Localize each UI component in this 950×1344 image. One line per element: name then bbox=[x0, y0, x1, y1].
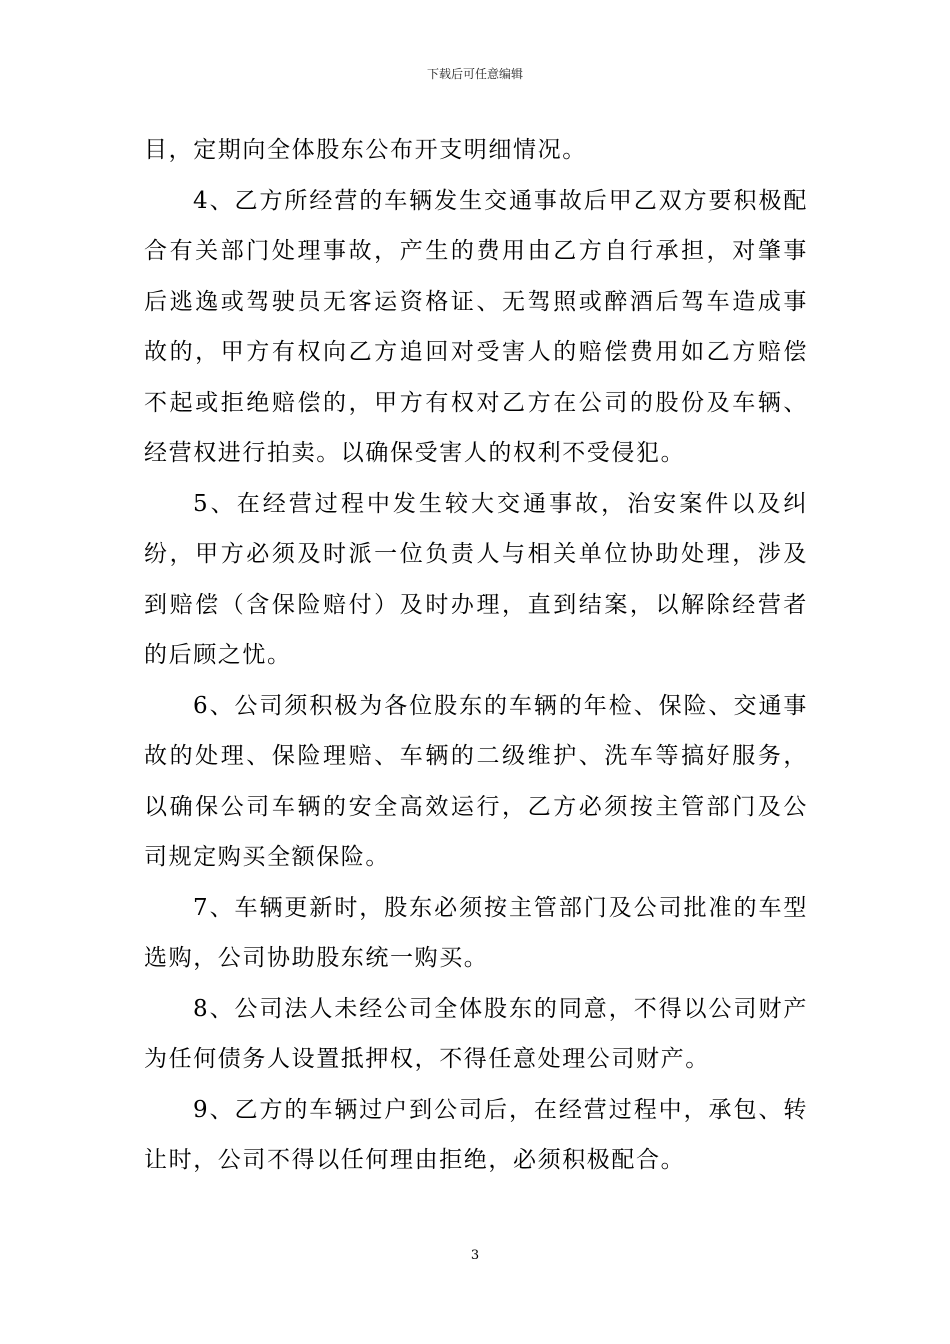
page-header-note: 下载后可任意编辑 bbox=[426, 67, 523, 81]
paragraph-clause-4: 4、乙方所经营的车辆发生交通事故后甲乙双方要积极配合有关部门处理事故，产生的费用由乙方自行承担，对肇事后逃逸或驾驶员无客运资格证、无驾照或醉酒后驾车造成事故的，甲方有权向乙方追回对受害人的赔偿费用如乙方赔偿不起或拒绝赔偿的，甲方有权对乙方在公司的股份及车辆、经营权进行拍卖。以确保受害人的权利不受侵犯。 bbox=[144, 187, 808, 466]
document-body bbox=[144, 125, 808, 1186]
paragraph-clause-8: 8、公司法人未经公司全体股东的同意，不得以公司财产为任何债务人设置抵押权，不得任意处理公司财产。 bbox=[144, 995, 808, 1072]
page-number: 3 bbox=[470, 1248, 480, 1263]
paragraph-continuation: 目，定期向全体股东公布开支明细情况。 bbox=[144, 137, 587, 163]
paragraph-clause-7: 7、车辆更新时，股东必须按主管部门及公司批准的车型选购，公司协助股东统一购买。 bbox=[144, 894, 808, 971]
paragraph-clause-5: 5、在经营过程中发生较大交通事故，治安案件以及纠纷，甲方必须及时派一位负责人与相关单位协助处理，涉及到赔偿（含保险赔付）及时办理，直到结案，以解除经营者的后顾之忧。 bbox=[144, 490, 808, 668]
paragraph-clause-9: 9、乙方的车辆过户到公司后，在经营过程中，承包、转让时，公司不得以任何理由拒绝，必须积极配合。 bbox=[144, 1096, 808, 1173]
paragraph-clause-6: 6、公司须积极为各位股东的车辆的年检、保险、交通事故的处理、保险理赔、车辆的二级维护、洗车等搞好服务，以确保公司车辆的安全高效运行，乙方必须按主管部门及公司规定购买全额保险。 bbox=[144, 692, 808, 870]
